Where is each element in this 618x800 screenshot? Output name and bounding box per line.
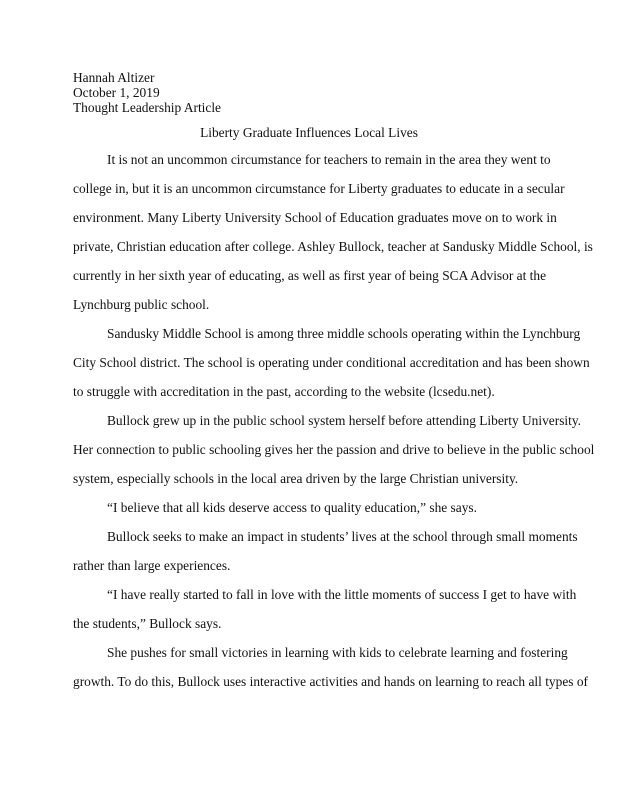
author-name: Hannah Altizer bbox=[73, 70, 155, 85]
body-line: City School district. The school is operating under conditional accreditation and has been shown bbox=[73, 355, 590, 370]
body-line: rather than large experiences. bbox=[73, 558, 231, 573]
body-line: Bullock grew up in the public school system herself before attending Liberty University. bbox=[107, 413, 582, 428]
body-line: growth. To do this, Bullock uses interactive activities and hands on learning to reach all types of bbox=[73, 674, 588, 689]
article-body bbox=[73, 150, 595, 701]
body-line: environment. Many Liberty University School of Education graduates move on to work in bbox=[73, 210, 557, 225]
body-line: Bullock seeks to make an impact in students’ lives at the school through small moments bbox=[107, 529, 578, 544]
body-line: “I have really started to fall in love with the little moments of success I get to have with bbox=[107, 587, 577, 602]
body-line: Her connection to public schooling gives her the passion and drive to believe in the public school bbox=[73, 442, 595, 457]
document-header bbox=[73, 70, 221, 115]
body-line: It is not an uncommon circumstance for teachers to remain in the area they went to bbox=[107, 152, 551, 167]
body-line: the students,” Bullock says. bbox=[73, 616, 222, 631]
body-line: currently in her sixth year of educating, as well as first year of being SCA Advisor at the bbox=[73, 268, 547, 283]
body-line: She pushes for small victories in learning with kids to celebrate learning and fostering bbox=[107, 645, 568, 660]
body-line: private, Christian education after college. Ashley Bullock, teacher at Sandusky Middle School, is bbox=[73, 239, 593, 254]
article-title: Liberty Graduate Influences Local Lives bbox=[200, 125, 418, 140]
article-type: Thought Leadership Article bbox=[73, 100, 221, 115]
body-line: to struggle with accreditation in the past, according to the website (lcsedu.net). bbox=[73, 384, 495, 399]
article-date: October 1, 2019 bbox=[73, 85, 160, 100]
body-line: college in, but it is an uncommon circumstance for Liberty graduates to educate in a secular bbox=[73, 181, 565, 196]
body-line: Sandusky Middle School is among three middle schools operating within the Lynchburg bbox=[107, 326, 581, 341]
body-line: system, especially schools in the local area driven by the large Christian university. bbox=[73, 471, 519, 486]
body-line: Lynchburg public school. bbox=[73, 297, 210, 312]
body-line: “I believe that all kids deserve access to quality education,” she says. bbox=[107, 500, 477, 515]
